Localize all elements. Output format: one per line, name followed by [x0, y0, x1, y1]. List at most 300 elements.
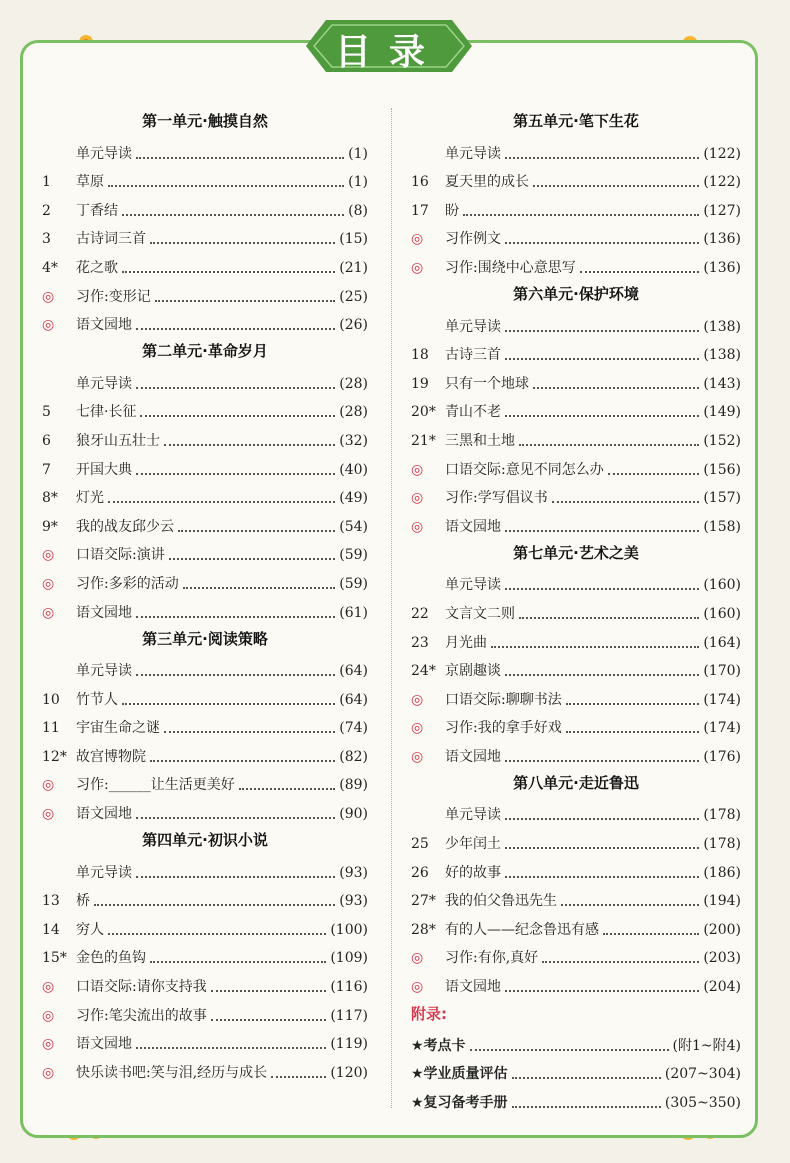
toc-entry[interactable] — [42, 192, 368, 221]
entry-label: 单元导读 — [76, 145, 132, 162]
leader-dots — [505, 530, 699, 532]
toc-entry[interactable] — [411, 710, 741, 739]
toc-entry[interactable] — [42, 221, 368, 250]
leader-dots — [505, 330, 699, 332]
unit-title: 第八单元·走近鲁迅 — [513, 773, 639, 792]
leader-dots — [164, 444, 335, 446]
lesson-number: 6 — [42, 432, 51, 449]
page-range: (附1~附4) — [672, 1037, 741, 1054]
toc-entry[interactable] — [42, 854, 368, 883]
toc-entry[interactable] — [42, 365, 368, 394]
page-number: (64) — [339, 691, 368, 708]
toc-entry[interactable] — [42, 911, 368, 940]
page-number: (109) — [330, 950, 368, 967]
toc-entry[interactable] — [42, 997, 368, 1026]
leader-dots — [136, 157, 344, 159]
entry-label: 口语交际:意见不同怎么办 — [445, 461, 604, 478]
toc-entry[interactable] — [411, 164, 741, 193]
toc-entry[interactable] — [42, 422, 368, 451]
page-number: (178) — [703, 807, 741, 824]
entry-label: 习作:______让生活更美好 — [76, 777, 235, 794]
entry-label: 金色的鱼钩 — [76, 950, 146, 967]
toc-entry[interactable] — [411, 595, 741, 624]
leader-dots — [533, 185, 699, 187]
leader-dots — [155, 300, 336, 302]
leader-dots — [580, 271, 700, 273]
page-number: (160) — [703, 577, 741, 594]
circle-bullet-icon: ◎ — [411, 259, 424, 276]
entry-label: 穷人 — [76, 921, 104, 938]
leader-dots — [169, 558, 336, 560]
toc-entry[interactable] — [42, 653, 368, 682]
toc-entry[interactable] — [42, 249, 368, 278]
page-number: (8) — [348, 202, 368, 219]
page-number: (117) — [330, 1007, 368, 1024]
toc-entry[interactable] — [42, 537, 368, 566]
right-column — [411, 105, 741, 1113]
leader-dots — [491, 646, 699, 648]
entry-label: 习作:围绕中心意思写 — [445, 259, 576, 276]
leader-dots — [150, 961, 326, 963]
page-number: (25) — [339, 288, 368, 305]
leader-dots — [519, 444, 699, 446]
entry-label: 古诗三首 — [445, 347, 501, 364]
circle-bullet-icon: ◎ — [411, 950, 424, 967]
leader-dots — [122, 214, 344, 216]
unit-title: 第二单元·革命岁月 — [142, 342, 268, 361]
lesson-number: 13 — [42, 893, 60, 910]
lesson-number: 26 — [411, 864, 429, 881]
toc-entry[interactable] — [42, 508, 368, 537]
entry-label: 古诗词三首 — [76, 231, 146, 248]
toc-entry[interactable] — [411, 308, 741, 337]
circle-bullet-icon: ◎ — [42, 575, 55, 592]
entry-label: 草原 — [76, 174, 104, 191]
entry-label: 我的伯父鲁迅先生 — [445, 893, 557, 910]
page-number: (136) — [703, 259, 741, 276]
entry-label: 口语交际:请你支持我 — [76, 979, 207, 996]
entry-label: 语文园地 — [76, 604, 132, 621]
leader-dots — [136, 328, 335, 330]
page-number: (93) — [339, 893, 368, 910]
toc-entry[interactable] — [411, 394, 741, 423]
entry-label: 好的故事 — [445, 864, 501, 881]
page-number: (82) — [339, 748, 368, 765]
entry-label: 只有一个地球 — [445, 375, 529, 392]
toc-entry[interactable] — [411, 508, 741, 537]
toc-entry[interactable] — [42, 451, 368, 480]
leader-dots — [136, 1047, 326, 1049]
circle-bullet-icon: ◎ — [411, 748, 424, 765]
toc-entry[interactable] — [411, 221, 741, 250]
entry-label: 丁香结 — [76, 202, 118, 219]
page-number: (90) — [339, 806, 368, 823]
leader-dots — [164, 731, 335, 733]
page-number: (158) — [703, 518, 741, 535]
leader-dots — [505, 876, 699, 878]
entry-label: 青山不老 — [445, 404, 501, 421]
column-divider — [391, 108, 392, 1108]
lesson-number: 16 — [411, 174, 429, 191]
unit-title: 第六单元·保护环境 — [513, 284, 639, 303]
page-number: (93) — [339, 864, 368, 881]
page-number: (122) — [703, 174, 741, 191]
entry-label: 语文园地 — [76, 317, 132, 334]
leader-dots — [505, 674, 699, 676]
page-number: (178) — [703, 836, 741, 853]
entry-label: 七律·长征 — [76, 404, 137, 421]
entry-label: 单元导读 — [445, 145, 501, 162]
toc-entry[interactable] — [411, 968, 741, 997]
toc-entry[interactable] — [42, 307, 368, 336]
leader-dots — [122, 703, 335, 705]
entry-label: 习作:多彩的活动 — [76, 575, 179, 592]
circle-bullet-icon: ◎ — [42, 1007, 55, 1024]
toc-entry[interactable] — [411, 797, 741, 826]
entry-label: 少年闰土 — [445, 836, 501, 853]
lesson-number: 20* — [411, 404, 436, 421]
entry-label: 夏天里的成长 — [445, 174, 529, 191]
leader-dots — [512, 1077, 661, 1079]
toc-entry[interactable] — [411, 940, 741, 969]
circle-bullet-icon: ◎ — [42, 604, 55, 621]
circle-bullet-icon: ◎ — [411, 518, 424, 535]
entry-label: 单元导读 — [445, 807, 501, 824]
toc-entry[interactable] — [42, 1054, 368, 1083]
page-range: (207~304) — [664, 1066, 741, 1083]
leader-dots — [183, 587, 336, 589]
toc-entry[interactable] — [411, 883, 741, 912]
page-number: (1) — [348, 174, 368, 191]
lesson-number: 9* — [42, 518, 58, 535]
page-number: (1) — [348, 145, 368, 162]
toc-entry[interactable] — [411, 135, 741, 164]
leader-dots — [519, 617, 699, 619]
page-number: (164) — [703, 634, 741, 651]
entry-label: 习作例文 — [445, 231, 501, 248]
unit-title: 第七单元·艺术之美 — [513, 543, 639, 562]
entry-label: 语文园地 — [445, 748, 501, 765]
lesson-number: 7 — [42, 461, 51, 478]
page-number: (138) — [703, 318, 741, 335]
page-number: (186) — [703, 864, 741, 881]
leader-dots — [108, 933, 326, 935]
toc-entry[interactable] — [42, 940, 368, 969]
toc-entry[interactable] — [411, 249, 741, 278]
lesson-number: 1 — [42, 174, 51, 191]
leader-dots — [211, 1019, 327, 1021]
page-number: (49) — [339, 490, 368, 507]
entry-label: 盼 — [445, 202, 459, 219]
leader-dots — [140, 415, 335, 417]
entry-label: 狼牙山五壮士 — [76, 432, 160, 449]
circle-bullet-icon: ◎ — [42, 288, 55, 305]
circle-bullet-icon: ◎ — [411, 720, 424, 737]
page-range: (305~350) — [664, 1094, 741, 1111]
leader-dots — [211, 990, 327, 992]
entry-label: 我的战友邱少云 — [76, 518, 174, 535]
page-number: (204) — [703, 979, 741, 996]
appendix-entry[interactable] — [411, 1084, 741, 1113]
unit-title: 第四单元·初识小说 — [142, 831, 268, 850]
circle-bullet-icon: ◎ — [42, 777, 55, 794]
page-number: (59) — [339, 575, 368, 592]
leader-dots — [136, 387, 335, 389]
entry-label: 习作:有你,真好 — [445, 950, 539, 967]
page-number: (74) — [339, 720, 368, 737]
toc-entry[interactable] — [42, 681, 368, 710]
page-number: (157) — [703, 490, 741, 507]
entry-label: 语文园地 — [445, 518, 501, 535]
entry-label: 月光曲 — [445, 634, 487, 651]
toc-entry[interactable] — [411, 911, 741, 940]
entry-label: 习作:笔尖流出的故事 — [76, 1007, 207, 1024]
toc-entry[interactable] — [411, 451, 741, 480]
toc-entry[interactable] — [42, 710, 368, 739]
page-number: (143) — [703, 375, 741, 392]
leader-dots — [271, 1076, 326, 1078]
entry-label: 语文园地 — [76, 806, 132, 823]
unit-title: 第五单元·笔下生花 — [513, 112, 639, 130]
toc-entry[interactable] — [411, 422, 741, 451]
toc-entry[interactable] — [42, 164, 368, 193]
leader-dots — [470, 1049, 669, 1051]
leader-dots — [150, 242, 335, 244]
lesson-number: 10 — [42, 691, 60, 708]
page-number: (28) — [339, 404, 368, 421]
circle-bullet-icon: ◎ — [411, 691, 424, 708]
appendix-item-label: ★复习备考手册 — [411, 1094, 508, 1111]
leader-dots — [136, 616, 335, 618]
lesson-number: 15* — [42, 950, 67, 967]
page-number: (149) — [703, 404, 741, 421]
left-column — [42, 105, 368, 1083]
page-number: (203) — [703, 950, 741, 967]
toc-entry[interactable] — [411, 337, 741, 366]
page-number: (194) — [703, 893, 741, 910]
page-number: (119) — [330, 1036, 368, 1053]
entry-label: 故宫博物院 — [76, 748, 146, 765]
leader-dots — [505, 415, 699, 417]
page-number: (26) — [339, 317, 368, 334]
leader-dots — [512, 1106, 661, 1108]
toc-entry[interactable] — [42, 394, 368, 423]
lesson-number: 12* — [42, 748, 67, 765]
toc-entry[interactable] — [411, 480, 741, 509]
page-number: (176) — [703, 748, 741, 765]
page-number: (21) — [339, 259, 368, 276]
unit-title: 第一单元·触摸自然 — [142, 112, 268, 130]
leader-dots — [136, 674, 335, 676]
entry-label: 单元导读 — [445, 577, 501, 594]
circle-bullet-icon: ◎ — [42, 547, 55, 564]
toc-entry[interactable] — [411, 192, 741, 221]
toc-entry[interactable] — [42, 1026, 368, 1055]
page-number: (120) — [330, 1064, 368, 1081]
lesson-number: 8* — [42, 490, 58, 507]
toc-entry[interactable] — [42, 883, 368, 912]
toc-entry[interactable] — [411, 738, 741, 767]
leader-dots — [94, 904, 335, 906]
page-number: (89) — [339, 777, 368, 794]
circle-bullet-icon: ◎ — [411, 490, 424, 507]
entry-label: 三黑和土地 — [445, 432, 515, 449]
leader-dots — [136, 473, 335, 475]
page-number: (64) — [339, 663, 368, 680]
title-banner — [306, 18, 472, 74]
leader-dots — [108, 501, 335, 503]
page-number: (28) — [339, 375, 368, 392]
lesson-number: 23 — [411, 634, 429, 651]
leader-dots — [566, 731, 700, 733]
toc-entry[interactable] — [411, 825, 741, 854]
page-number: (138) — [703, 347, 741, 364]
page-number: (122) — [703, 145, 741, 162]
entry-label: 单元导读 — [76, 663, 132, 680]
toc-entry[interactable] — [42, 594, 368, 623]
lesson-number: 17 — [411, 202, 429, 219]
leader-dots — [505, 242, 699, 244]
leader-dots — [178, 530, 335, 532]
leader-dots — [542, 961, 699, 963]
leader-dots — [136, 817, 335, 819]
leader-dots — [463, 214, 699, 216]
entry-label: 有的人——纪念鲁迅有感 — [445, 921, 599, 938]
page-number: (116) — [330, 979, 368, 996]
leader-dots — [150, 760, 335, 762]
lesson-number: 3 — [42, 231, 51, 248]
page-number: (40) — [339, 461, 368, 478]
page-number: (160) — [703, 605, 741, 622]
entry-label: 习作:我的拿手好戏 — [445, 720, 562, 737]
toc-entry[interactable] — [411, 624, 741, 653]
leader-dots — [566, 703, 700, 705]
toc-entry[interactable] — [42, 565, 368, 594]
toc-entry[interactable] — [411, 681, 741, 710]
lesson-number: 2 — [42, 202, 51, 219]
entry-label: 桥 — [76, 893, 90, 910]
circle-bullet-icon: ◎ — [411, 231, 424, 248]
page-number: (136) — [703, 231, 741, 248]
toc-entry[interactable] — [411, 567, 741, 596]
lesson-number: 18 — [411, 347, 429, 364]
leader-dots — [603, 933, 699, 935]
lesson-number: 4* — [42, 259, 58, 276]
leader-dots — [608, 473, 700, 475]
entry-label: 语文园地 — [445, 979, 501, 996]
unit-title: 第三单元·阅读策略 — [142, 629, 268, 648]
circle-bullet-icon: ◎ — [42, 806, 55, 823]
page-number: (200) — [703, 921, 741, 938]
entry-label: 京剧趣谈 — [445, 663, 501, 680]
lesson-number: 11 — [42, 720, 60, 737]
lesson-number: 24* — [411, 663, 436, 680]
toc-entry[interactable] — [42, 278, 368, 307]
lesson-number: 28* — [411, 921, 436, 938]
appendix-item-label: ★考点卡 — [411, 1037, 466, 1054]
entry-label: 习作:学写倡议书 — [445, 490, 548, 507]
lesson-number: 27* — [411, 893, 436, 910]
leader-dots — [505, 760, 699, 762]
toc-entry[interactable] — [42, 795, 368, 824]
lesson-number: 14 — [42, 921, 60, 938]
page-title: 目录 — [334, 32, 443, 73]
entry-label: 开国大典 — [76, 461, 132, 478]
entry-label: 语文园地 — [76, 1036, 132, 1053]
page-number: (59) — [339, 547, 368, 564]
entry-label: 习作:变形记 — [76, 288, 151, 305]
toc-entry[interactable] — [42, 767, 368, 796]
entry-label: 竹节人 — [76, 691, 118, 708]
circle-bullet-icon: ◎ — [411, 461, 424, 478]
lesson-number: 21* — [411, 432, 436, 449]
entry-label: 单元导读 — [445, 318, 501, 335]
leader-dots — [505, 847, 699, 849]
toc-entry[interactable] — [411, 854, 741, 883]
page-number: (127) — [703, 202, 741, 219]
toc-entry[interactable] — [42, 480, 368, 509]
lesson-number: 25 — [411, 836, 429, 853]
leader-dots — [533, 387, 699, 389]
leader-dots — [239, 788, 336, 790]
circle-bullet-icon: ◎ — [42, 1036, 55, 1053]
entry-label: 花之歌 — [76, 259, 118, 276]
entry-label: 单元导读 — [76, 375, 132, 392]
entry-label: 口语交际:演讲 — [76, 547, 165, 564]
leader-dots — [136, 876, 335, 878]
lesson-number: 22 — [411, 605, 429, 622]
circle-bullet-icon: ◎ — [411, 979, 424, 996]
leader-dots — [552, 501, 700, 503]
page-number: (152) — [703, 432, 741, 449]
page-number: (156) — [703, 461, 741, 478]
page-number: (15) — [339, 231, 368, 248]
lesson-number: 19 — [411, 375, 429, 392]
entry-label: 灯光 — [76, 490, 104, 507]
page-number: (170) — [703, 663, 741, 680]
entry-label: 宇宙生命之谜 — [76, 720, 160, 737]
page-number: (174) — [703, 691, 741, 708]
toc-entry[interactable] — [411, 653, 741, 682]
leader-dots — [505, 990, 699, 992]
toc-entry[interactable] — [42, 968, 368, 997]
entry-label: 口语交际:聊聊书法 — [445, 691, 562, 708]
appendix-item-label: ★学业质量评估 — [411, 1066, 508, 1083]
page-number: (174) — [703, 720, 741, 737]
page-number: (32) — [339, 432, 368, 449]
leader-dots — [505, 588, 699, 590]
circle-bullet-icon: ◎ — [42, 1064, 55, 1081]
leader-dots — [505, 157, 699, 159]
toc-entry[interactable] — [411, 365, 741, 394]
leader-dots — [505, 818, 699, 820]
circle-bullet-icon: ◎ — [42, 317, 55, 334]
entry-label: 文言文二则 — [445, 605, 515, 622]
appendix-entry[interactable] — [411, 1027, 741, 1056]
circle-bullet-icon: ◎ — [42, 979, 55, 996]
page-number: (61) — [339, 604, 368, 621]
page-number: (100) — [330, 921, 368, 938]
page-number: (54) — [339, 518, 368, 535]
toc-entry[interactable] — [42, 738, 368, 767]
entry-label: 单元导读 — [76, 864, 132, 881]
toc-entry[interactable] — [42, 135, 368, 164]
leader-dots — [505, 358, 699, 360]
leader-dots — [561, 904, 699, 906]
leader-dots — [122, 271, 335, 273]
appendix-entry[interactable] — [411, 1056, 741, 1085]
lesson-number: 5 — [42, 404, 51, 421]
